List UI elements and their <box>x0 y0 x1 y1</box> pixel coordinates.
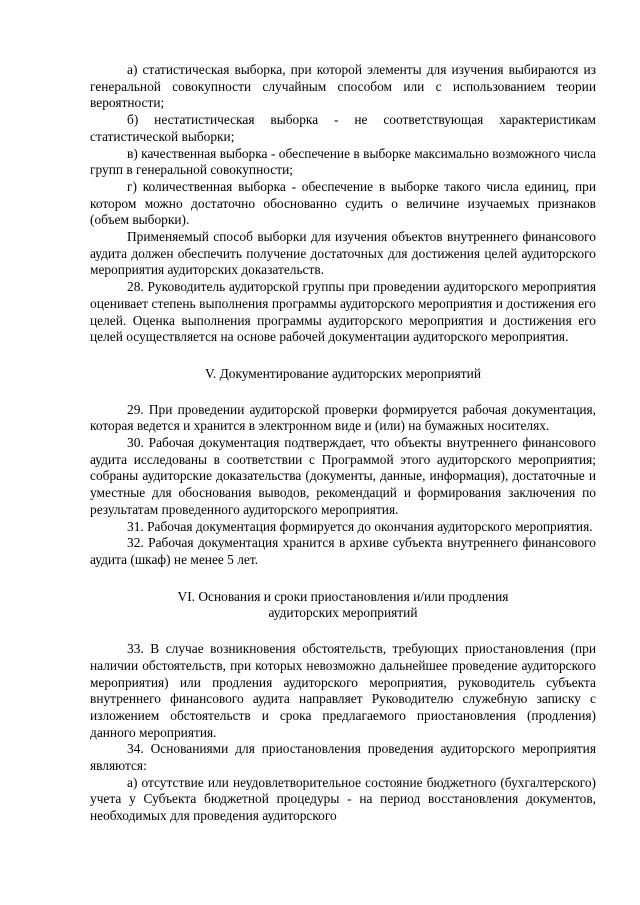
paragraph-34-a: а) отсутствие или неудовлетворительное состояние бюджетного (бухгалтерского) учета у Субъекта бюджетной процедуры - на период восстановления документов, необходимых для проведения аудиторского <box>90 774 596 824</box>
paragraph-sampling-method: Применяемый способ выборки для изучения объектов внутреннего финансового аудита должен обеспечить получение достаточных для достижения целей аудиторского мероприятия аудиторских доказательств. <box>90 229 596 278</box>
paragraph-33: 33. В случае возникновения обстоятельств, требующих приостановления (при наличии обстоятельств, при которых невозможно дальнейшее проведение аудиторского мероприятия) или продления аудиторского мероприятия, руководитель субъекта внутреннего финансового аудита направляет Руководителю служебную записку с изложением обстоятельств и срока предлагаемого приостановления (продления) данного мероприятия. <box>90 641 596 740</box>
paragraph-29: 29. При проведении аудиторской проверки формируется рабочая документация, которая ведется и хранится в электронном виде и (или) на бумажных носителях. <box>90 401 596 434</box>
paragraph-sampling-g: г) количественная выборка - обеспечение в выборке такого числа единиц, при котором можно достаточно обоснованно судить о величине изучаемых признаков (объем выборки). <box>90 178 596 228</box>
section-vi-heading-line1: VI. Основания и сроки приостановления и/или продления <box>177 588 509 604</box>
section-vi-heading-line2: аудиторских мероприятий <box>268 605 418 621</box>
paragraph-sampling-v: в) качественная выборка - обеспечение в выборке максимально возможного числа групп в генеральной совокупности; <box>90 145 596 178</box>
paragraph-28: 28. Руководитель аудиторской группы при проведении аудиторского мероприятия оценивает степень выполнения программы аудиторского мероприятия и достижения его целей. Оценка выполнения программы аудиторского мероприятия и достижения его целей осуществляется на основе рабочей документации аудиторского мероприятия. <box>90 279 596 345</box>
section-iv-continuation <box>90 62 596 346</box>
section-vi <box>90 641 596 825</box>
section-v <box>90 402 596 569</box>
paragraph-34: 34. Основаниями для приостановления проведения аудиторского мероприятия являются: <box>90 741 596 774</box>
paragraph-sampling-b: б) нестатистическая выборка - не соответствующая характеристикам статистической выборки; <box>90 112 596 144</box>
paragraph-sampling-a: а) статистическая выборка, при которой элементы для изучения выбираются из генеральной совокупности случайным способом или с использованием теории вероятности; <box>90 62 596 111</box>
paragraph-30: 30. Рабочая документация подтверждает, что объекты внутреннего финансового аудита исследованы в соответствии с Программой этого аудиторского мероприятия; собраны аудиторские доказательства (документы, данные, информация), достаточные и уместные для обоснования выводов, рекомендаций и формирования заключения по результатам проведенного аудиторского мероприятия. <box>90 435 596 517</box>
paragraph-32: 32. Рабочая документация хранится в архиве субъекта внутреннего финансового аудита (шкаф) не менее 5 лет. <box>90 535 596 567</box>
paragraph-31: 31. Рабочая документация формируется до окончания аудиторского мероприятия. <box>127 518 593 534</box>
section-v-heading: V. Документирование аудиторских мероприятий <box>204 365 481 381</box>
